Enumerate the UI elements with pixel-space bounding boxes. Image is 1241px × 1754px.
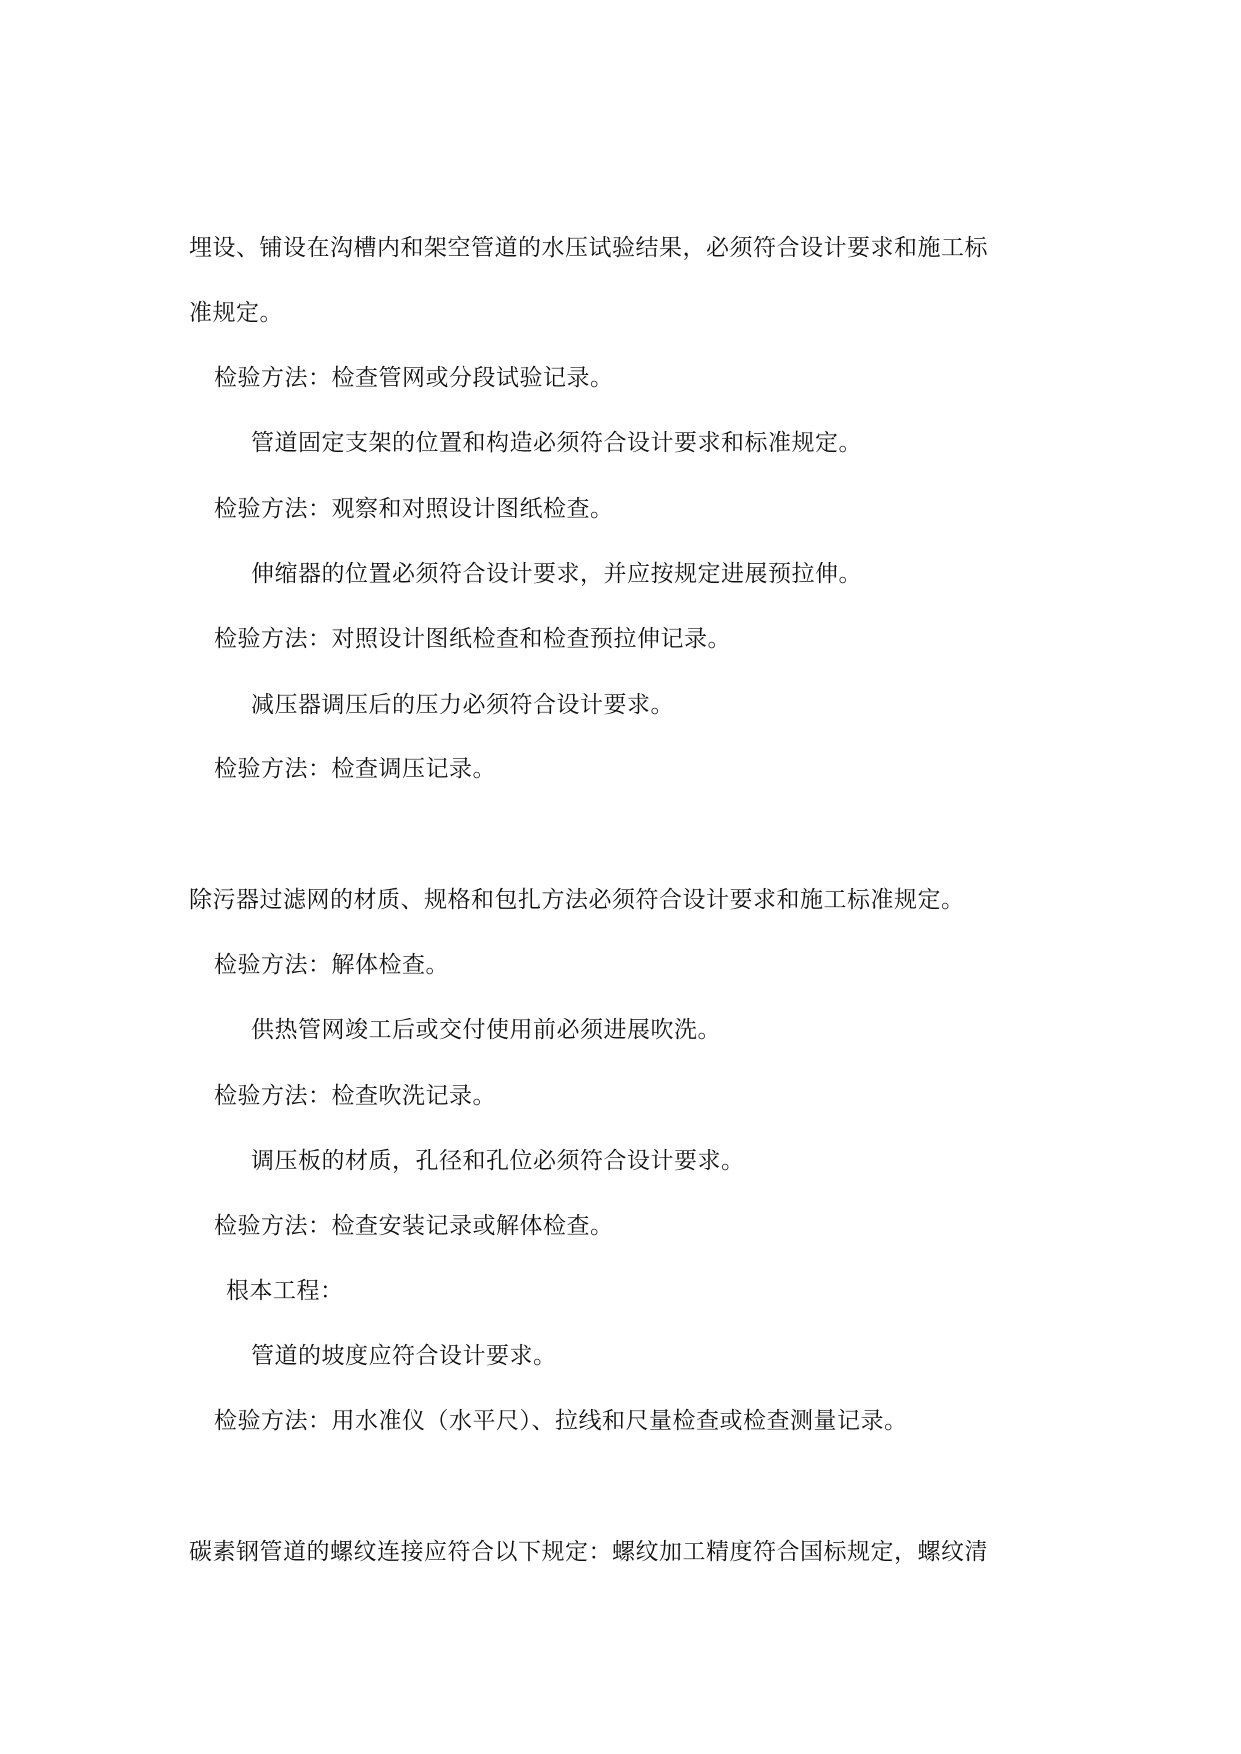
paragraph-line: 除污器过滤网的材质、规格和包扎方法必须符合设计要求和施工标准规定。 (189, 887, 965, 913)
method-line: 检验方法：观察和对照设计图纸检查。 (214, 496, 614, 522)
method-line: 检验方法：检查吹洗记录。 (214, 1083, 496, 1109)
paragraph-line: 准规定。 (189, 300, 283, 326)
method-line: 检验方法：用水准仪（水平尺）、拉线和尺量检查或检查测量记录。 (214, 1408, 908, 1434)
method-line: 检验方法：检查安装记录或解体检查。 (214, 1213, 614, 1239)
section-heading: 根本工程： (226, 1278, 344, 1304)
requirement-line: 供热管网竣工后或交付使用前必须进展吹洗。 (251, 1017, 721, 1043)
requirement-line: 管道固定支架的位置和构造必须符合设计要求和标准规定。 (251, 430, 862, 456)
requirement-line: 管道的坡度应符合设计要求。 (251, 1343, 557, 1369)
paragraph-line: 埋设、铺设在沟槽内和架空管道的水压试验结果，必须符合设计要求和施工标 (189, 235, 988, 261)
method-line: 检验方法：解体检查。 (214, 952, 449, 978)
requirement-line: 调压板的材质，孔径和孔位必须符合设计要求。 (251, 1148, 745, 1174)
paragraph-line: 碳素钢管道的螺纹连接应符合以下规定：螺纹加工精度符合国标规定，螺纹清 (189, 1539, 988, 1565)
requirement-line: 减压器调压后的压力必须符合设计要求。 (251, 692, 674, 718)
method-line: 检验方法：对照设计图纸检查和检查预拉伸记录。 (214, 626, 731, 652)
method-line: 检验方法：检查调压记录。 (214, 756, 496, 782)
requirement-line: 伸缩器的位置必须符合设计要求，并应按规定进展预拉伸。 (251, 561, 862, 587)
method-line: 检验方法：检查管网或分段试验记录。 (214, 365, 614, 391)
